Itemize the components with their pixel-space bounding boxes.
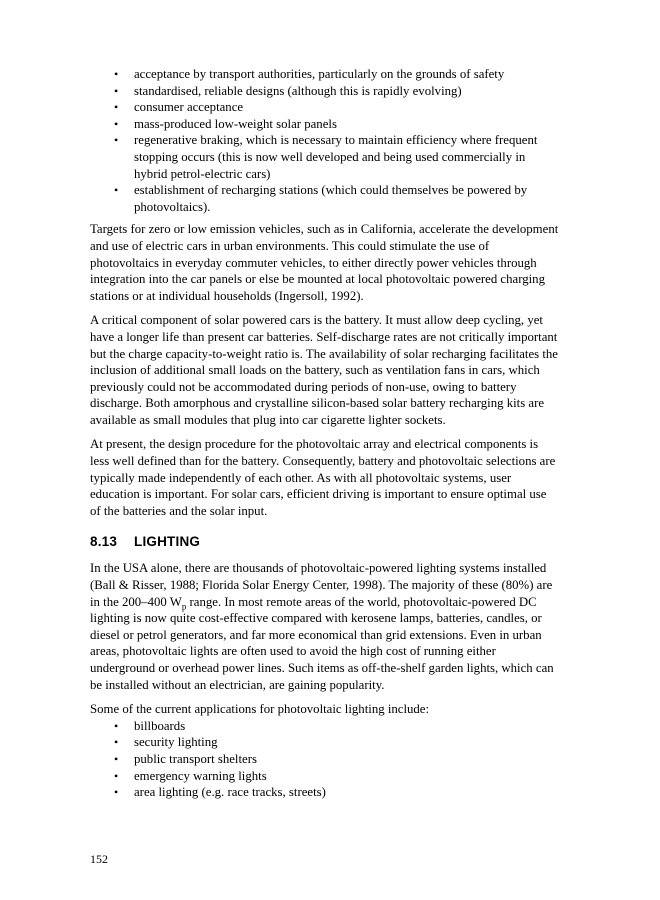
paragraph-applications-intro: Some of the current applications for photovoltaic lighting include: — [90, 702, 430, 717]
list-item-text: regenerative braking, which is necessary to maintain efficiency where frequent stopping occurs (this is now well developed and being used commercially in hybrid petrol-electric cars) — [134, 133, 538, 181]
section-heading — [90, 534, 560, 550]
paragraph-design-procedure: At present, the design procedure for the photovoltaic array and electrical components is less well defined than for the battery. Consequently, battery and photovoltaic selections are typically made independently of each other. As with all photovoltaic systems, user education is important. For solar cars, efficient driving is important to ensure optimal use of the batteries and the solar input. — [90, 437, 556, 518]
page-number: 152 — [90, 852, 108, 866]
list-item-text: emergency warning lights — [134, 768, 267, 783]
page-content — [90, 66, 560, 801]
list-item-text: establishment of recharging stations (which could themselves be powered by photovoltaics). — [134, 183, 528, 214]
paragraph-text-part: In the USA alone, there are thousands of photovoltaic-powered lighting systems installed (Ball & Risser, 1988; Florida Solar Energy Center, 1998). The majority of these (80%) are in the 200–400 W — [90, 561, 553, 609]
list-item — [90, 99, 560, 116]
bullet-icon: • — [114, 718, 119, 733]
bullet-icon: • — [114, 133, 119, 148]
list-item — [90, 66, 560, 83]
list-item — [90, 83, 560, 100]
bullet-icon: • — [114, 183, 119, 198]
bullet-icon: • — [114, 735, 119, 750]
bullet-list-requirements — [90, 66, 560, 215]
section-number: 8.13 — [90, 534, 118, 550]
list-item-text: security lighting — [134, 735, 218, 750]
list-item-text: acceptance by transport authorities, particularly on the grounds of safety — [134, 67, 505, 81]
bullet-icon: • — [114, 751, 119, 766]
list-item — [90, 734, 560, 751]
paragraph-text-part: range. In most remote areas of the world, photovoltaic-powered DC lighting is now quite cost-effective compared with kerosene lamps, batteries, candles, or diesel or petrol generators, and far more economical than grid extensions. Even in urban areas, photovoltaic lights are often used to avoid the high cost of running either underground or overhead power lines. Such items as off-the-shelf garden lights, which can be installed without an electrician, are gaining popularity. — [90, 594, 554, 692]
bullet-icon: • — [114, 785, 119, 800]
list-item-text: consumer acceptance — [134, 100, 244, 115]
subscript-p: p — [181, 601, 187, 612]
list-item — [90, 116, 560, 133]
bullet-icon: • — [114, 83, 119, 98]
section-title: LIGHTING — [134, 534, 201, 550]
list-item — [90, 784, 560, 801]
paragraph-lighting-usa — [90, 560, 560, 693]
list-item — [90, 751, 560, 768]
list-item — [90, 182, 560, 215]
list-item-text: area lighting (e.g. race tracks, streets) — [134, 785, 326, 800]
paragraph-emission-targets: Targets for zero or low emission vehicles, such as in California, accelerate the development and use of electric cars in urban environments. This could stimulate the use of photovoltaics in everyday commuter vehicles, to either directly power vehicles through integration into the car panels or else be mounted at local photovoltaic powered charging stations or at individual households (Ingersoll, 1992). — [90, 222, 559, 303]
list-item-text: public transport shelters — [134, 751, 257, 766]
bullet-list-applications — [90, 718, 560, 801]
bullet-icon: • — [114, 768, 119, 783]
list-item — [90, 768, 560, 785]
bullet-icon: • — [114, 116, 119, 131]
list-item-text: mass-produced low-weight solar panels — [134, 116, 337, 131]
list-item-text: billboards — [134, 718, 186, 733]
bullet-icon: • — [114, 67, 119, 81]
bullet-icon: • — [114, 100, 119, 115]
paragraph-battery: A critical component of solar powered cars is the battery. It must allow deep cycling, yet have a longer life than present car batteries. Self-discharge rates are not critically important but the charge capacity-to-weight ratio is. The availability of solar recharging facilitates the inclusion of additional small loads on the battery, such as ventilation fans in cars, which previously could not be accommodated during periods of non-use, owing to battery discharge. Both amorphous and crystalline silicon-based solar battery recharging kits are available as small modules that plug into car cigarette lighter sockets. — [90, 313, 558, 427]
list-item — [90, 718, 560, 735]
list-item — [90, 132, 560, 182]
list-item-text: standardised, reliable designs (although this is rapidly evolving) — [134, 83, 462, 98]
